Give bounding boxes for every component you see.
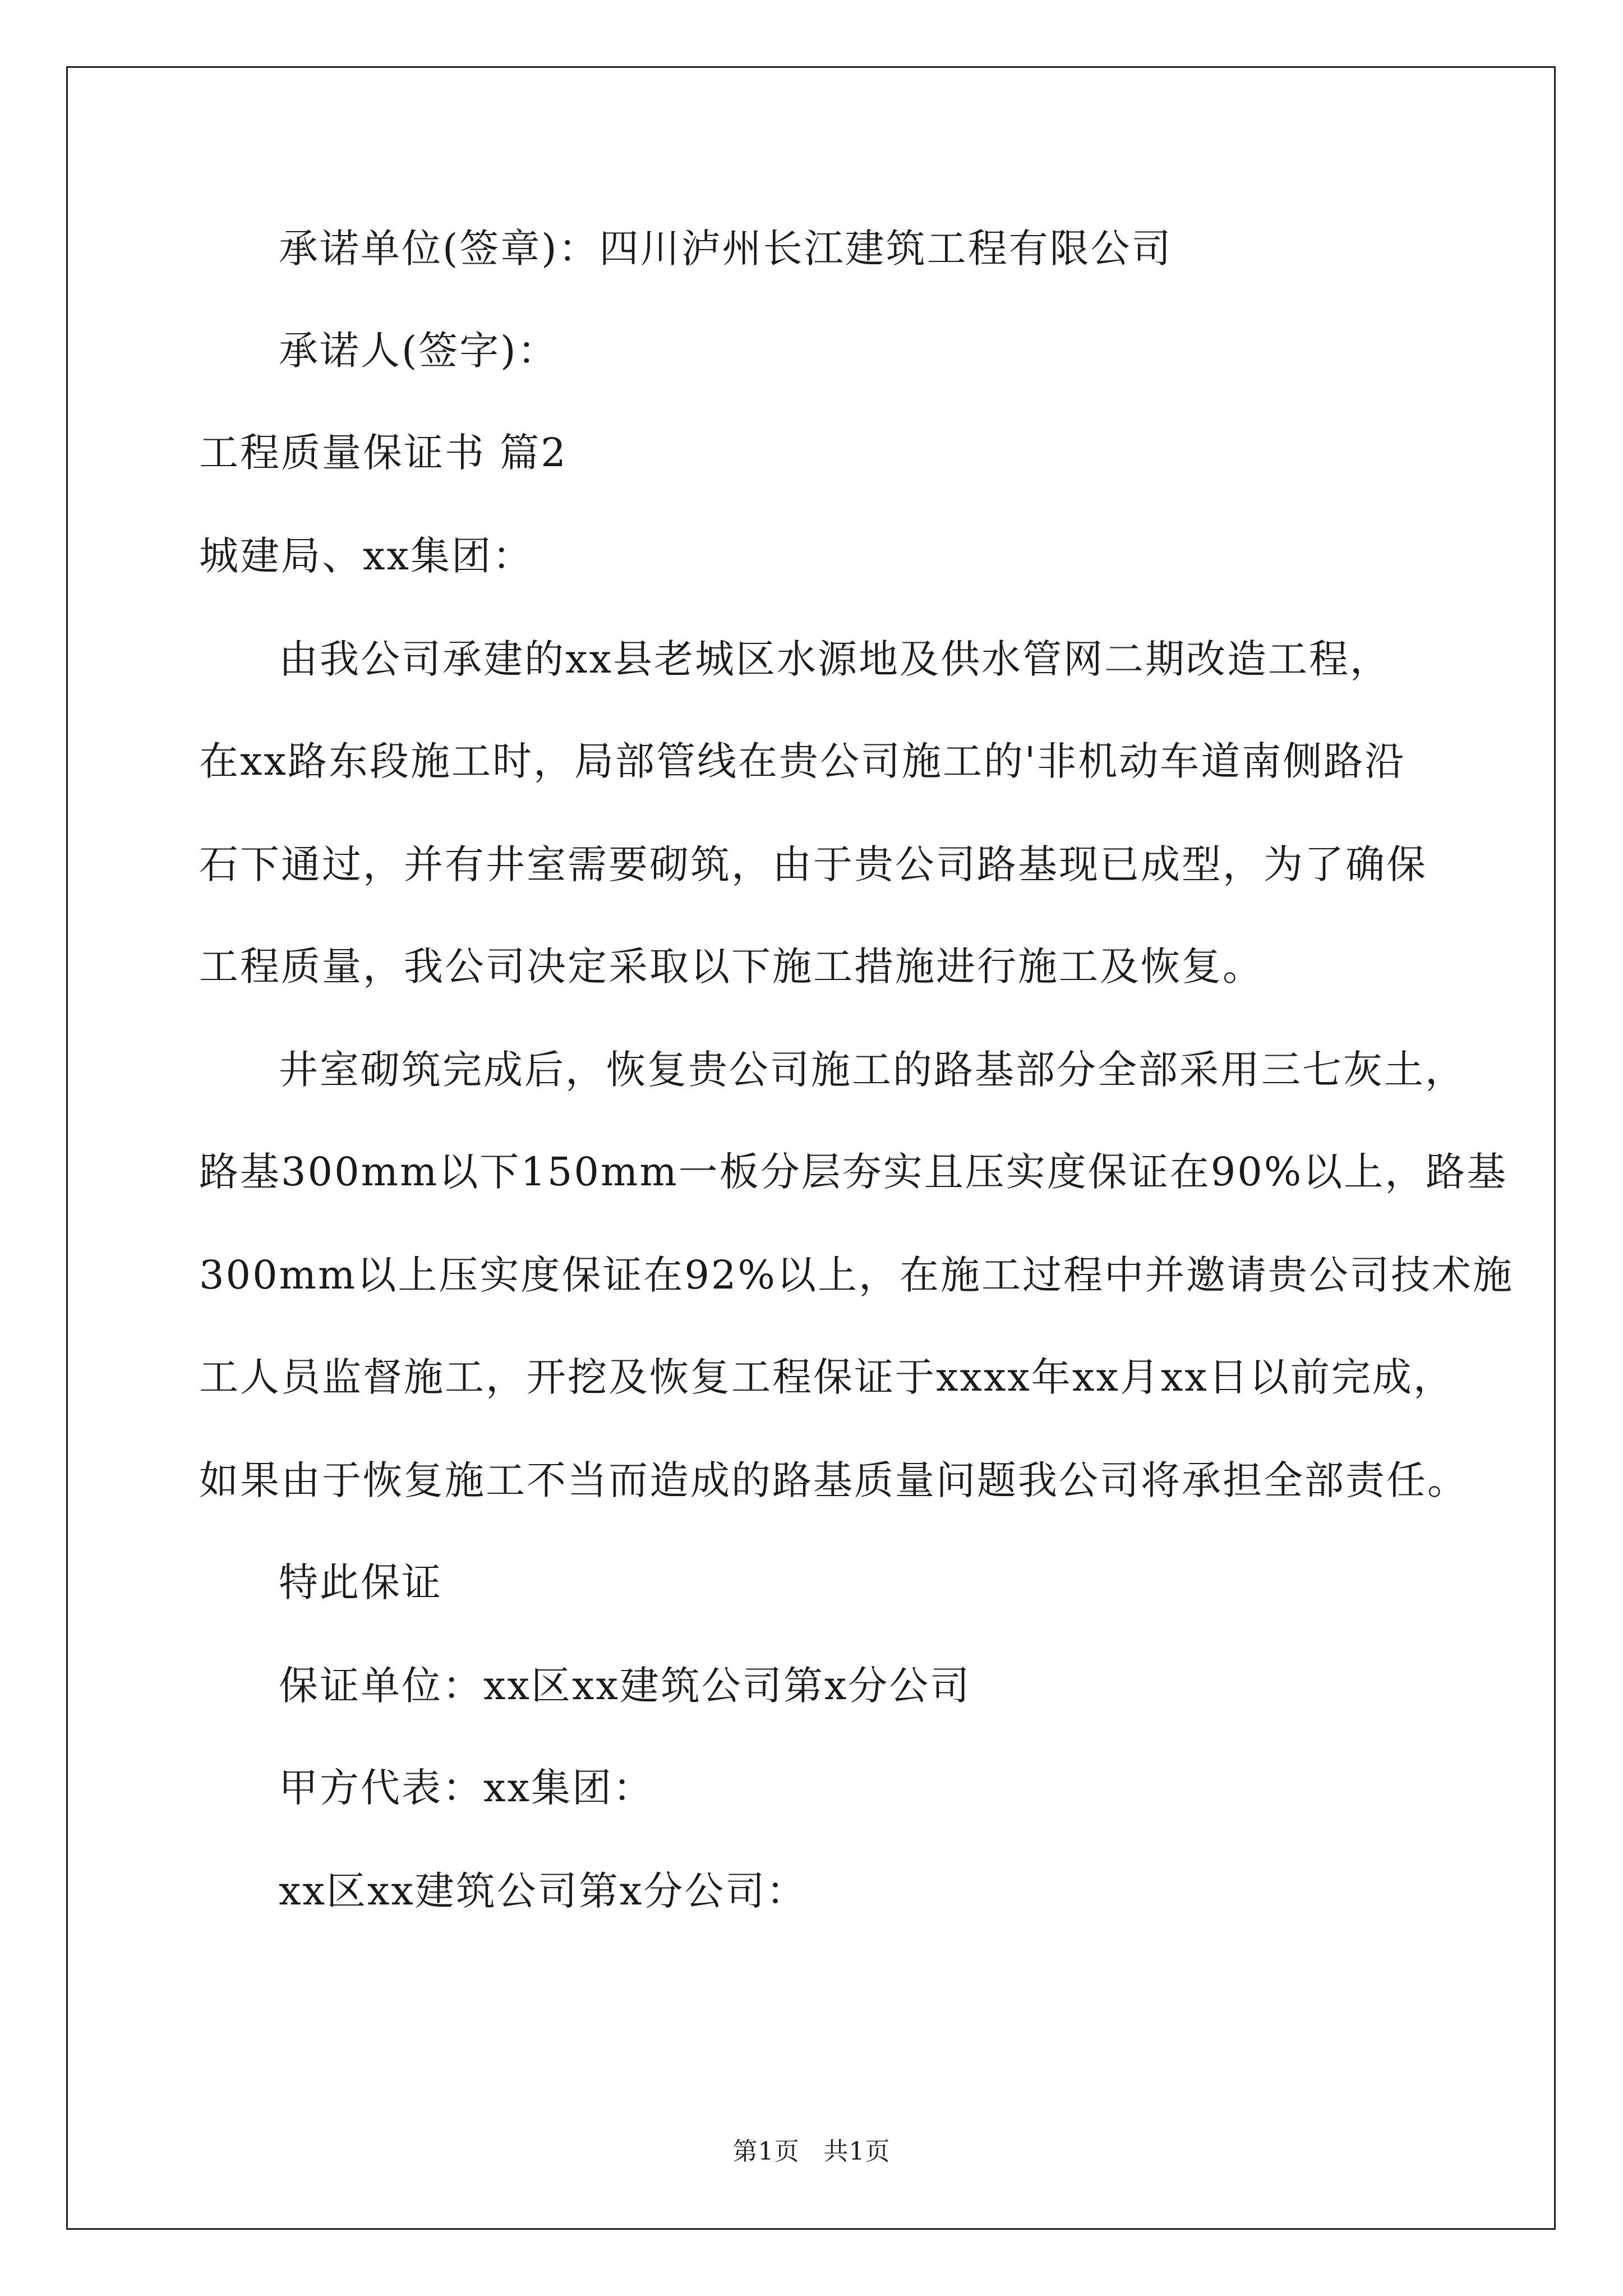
body-paragraph-2-line-3: 300mm以上压实度保证在92%以上，在施工过程中并邀请贵公司技术施	[199, 1252, 1514, 1298]
body-paragraph-2-line-4: 工人员监督施工，开挖及恢复工程保证于xxxx年xx月xx日以前完成，	[199, 1354, 1454, 1400]
body-paragraph-1-line-3: 石下通过，并有井室需要砌筑，由于贵公司路基现已成型，为了确保	[199, 841, 1427, 887]
body-paragraph-1-line-4: 工程质量，我公司决定采取以下施工措施进行施工及恢复。	[199, 944, 1264, 990]
body-paragraph-1-line-1: 由我公司承建的xx县老城区水源地及供水管网二期改造工程，	[279, 636, 1391, 682]
promiser-signature-line: 承诺人(签字)：	[279, 328, 559, 374]
closing-phrase: 特此保证	[279, 1559, 442, 1605]
promise-unit-line: 承诺单位(签章)：四川泸州长江建筑工程有限公司	[279, 226, 1173, 272]
page-total: 共1页	[823, 2137, 891, 2166]
body-paragraph-2-line-5: 如果由于恢复施工不当而造成的路基质量问题我公司将承担全部责任。	[199, 1457, 1468, 1503]
body-paragraph-1-line-2: 在xx路东段施工时，局部管线在贵公司施工的'非机动车道南侧路沿	[199, 738, 1406, 784]
section-title: 工程质量保证书 篇2	[199, 430, 568, 476]
body-paragraph-2-line-1: 井室砌筑完成后，恢复贵公司施工的路基部分全部采用三七灰土，	[279, 1047, 1466, 1093]
branch-company-line: xx区xx建筑公司第x分公司：	[279, 1868, 808, 1914]
party-a-representative-line: 甲方代表：xx集团：	[279, 1765, 654, 1811]
body-paragraph-2-line-2: 路基300mm以下150mm一板分层夯实且压实度保证在90%以上，路基	[199, 1149, 1508, 1195]
guarantee-unit-line: 保证单位：xx区xx建筑公司第x分公司	[279, 1663, 971, 1709]
page-footer	[0, 2135, 1623, 2169]
salutation: 城建局、xx集团：	[199, 533, 533, 579]
page-number: 第1页	[732, 2137, 800, 2166]
